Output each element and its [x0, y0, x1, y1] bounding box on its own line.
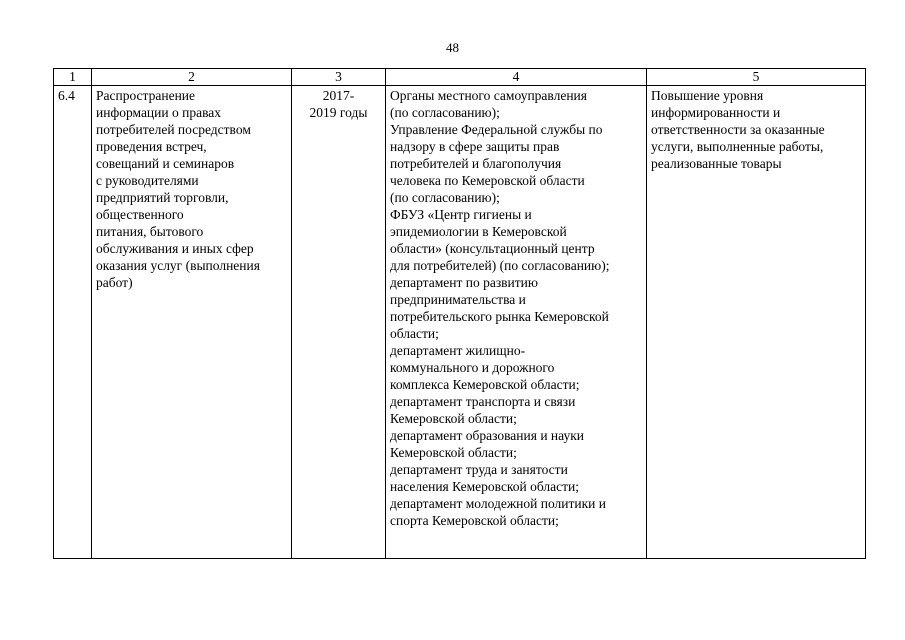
result-line: информированности и: [651, 105, 781, 120]
activity-line: совещаний и семинаров: [96, 156, 235, 171]
activity-line: общественного: [96, 207, 184, 222]
executor-line: эпидемиологии в Кемеровской: [390, 224, 567, 239]
result-line: ответственности за оказанные: [651, 122, 825, 137]
period-cell: [292, 86, 386, 559]
executor-line: департамент транспорта и связи: [390, 394, 576, 409]
executor-line: департамент образования и науки: [390, 428, 584, 443]
activity-line: проведения встреч,: [96, 139, 207, 154]
result-line: Повышение уровня: [651, 88, 764, 103]
executor-line: комплекса Кемеровской области;: [390, 377, 580, 392]
activity-line: работ): [96, 275, 133, 290]
period-line: 2017-: [322, 88, 355, 103]
activity-line: с руководителями: [96, 173, 199, 188]
header-col-4: 4: [386, 69, 647, 86]
table-row: [54, 86, 866, 559]
executor-line: Управление Федеральной службы по: [390, 122, 603, 137]
plan-table: [53, 68, 866, 559]
activity-line: оказания услуг (выполнения: [96, 258, 260, 273]
executor-line: департамент жилищно-: [390, 343, 526, 358]
activity-line: Распространение: [96, 88, 196, 103]
executor-line: департамент по развитию: [390, 275, 538, 290]
executor-line: (по согласованию);: [390, 105, 500, 120]
activity-line: питания, бытового: [96, 224, 204, 239]
header-col-1: 1: [54, 69, 92, 86]
header-col-2: 2: [92, 69, 292, 86]
activity-line: информации о правах: [96, 105, 222, 120]
executor-line: Кемеровской области;: [390, 411, 517, 426]
executor-line: человека по Кемеровской области: [390, 173, 585, 188]
result-line: услуги, выполненные работы,: [651, 139, 824, 154]
executor-line: Кемеровской области;: [390, 445, 517, 460]
executor-line: Органы местного самоуправления: [390, 88, 587, 103]
result-line: реализованные товары: [651, 156, 782, 171]
executor-line: (по согласованию);: [390, 190, 500, 205]
executor-line: предпринимательства и: [390, 292, 526, 307]
result-cell: [647, 86, 866, 559]
activity-line: обслуживания и иных сфер: [96, 241, 254, 256]
executor-line: области;: [390, 326, 439, 341]
executors-cell: [386, 86, 647, 559]
activity-cell: [92, 86, 292, 559]
executor-line: ФБУЗ «Центр гигиены и: [390, 207, 532, 222]
executor-line: департамент труда и занятости: [390, 462, 568, 477]
executor-line: потребительского рынка Кемеровской: [390, 309, 609, 324]
executor-line: спорта Кемеровской области;: [390, 513, 559, 528]
header-col-3: 3: [292, 69, 386, 86]
activity-line: потребителей посредством: [96, 122, 251, 137]
executor-line: потребителей и благополучия: [390, 156, 562, 171]
header-row: [54, 69, 866, 86]
executor-line: области» (консультационный центр: [390, 241, 595, 256]
period-line: 2019 годы: [309, 105, 368, 120]
header-col-5: 5: [647, 69, 866, 86]
executor-line: коммунального и дорожного: [390, 360, 555, 375]
executor-line: департамент молодежной политики и: [390, 496, 606, 511]
activity-line: предприятий торговли,: [96, 190, 229, 205]
executor-line: для потребителей) (по согласованию);: [390, 258, 610, 273]
page-number: 48: [446, 40, 459, 55]
executor-line: надзору в сфере защиты прав: [390, 139, 560, 154]
row-number-cell: 6.4: [54, 86, 92, 559]
executor-line: населения Кемеровской области;: [390, 479, 580, 494]
